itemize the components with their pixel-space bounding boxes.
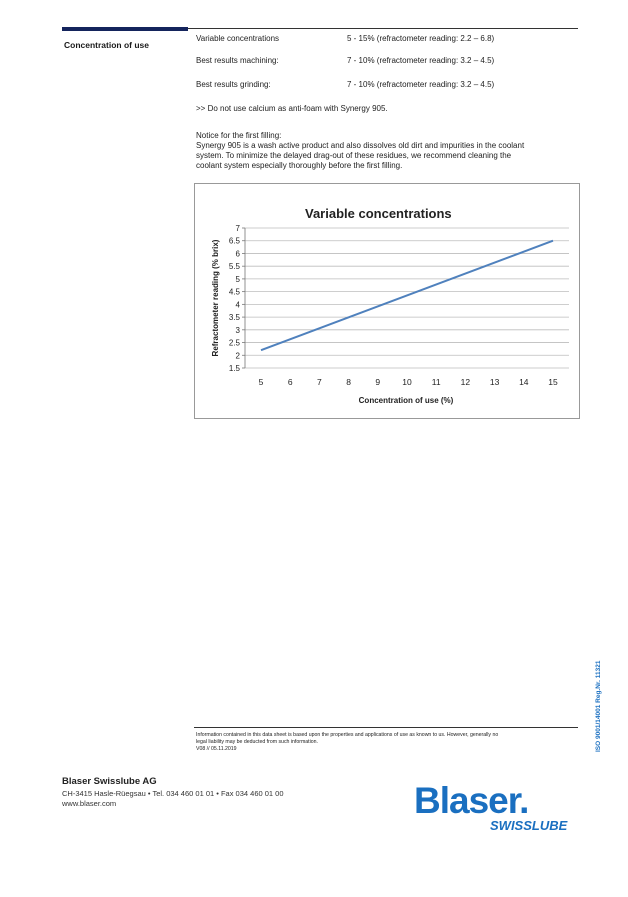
notice-title: Notice for the first filling: xyxy=(196,131,282,140)
y-tick-label: 2 xyxy=(235,351,240,361)
y-tick-label: 4 xyxy=(235,300,240,310)
x-tick-label: 11 xyxy=(431,377,441,387)
swisslube-logo: SWISSLUBE xyxy=(490,818,568,833)
x-tick-label: 15 xyxy=(548,377,558,387)
y-tick-label: 3 xyxy=(235,325,240,335)
x-axis-label: Concentration of use (%) xyxy=(358,396,454,405)
x-tick-label: 12 xyxy=(460,377,471,387)
company-name: Blaser Swisslube AG xyxy=(62,776,157,787)
disclaimer-line: legal liability may be deducted from such information. xyxy=(196,739,318,745)
x-tick-label: 14 xyxy=(519,377,529,387)
y-tick-label: 3.5 xyxy=(228,313,240,323)
version-line: V08 // 05.11.2019 xyxy=(196,746,237,752)
x-tick-label: 13 xyxy=(489,377,500,387)
x-tick-label: 9 xyxy=(375,377,381,387)
iso-certification: ISO 9001/14001 Reg.Nr. 11321 xyxy=(595,660,602,752)
notice-line: system. To minimize the delayed drag-out of these residues, we recommend cleaning the xyxy=(196,151,512,160)
row-label: Variable concentrations xyxy=(196,34,280,43)
top-accent-bar xyxy=(62,27,188,31)
warning-text: >> Do not use calcium as anti-foam with Synergy 905. xyxy=(196,104,388,113)
y-tick-label: 7 xyxy=(235,224,240,233)
disclaimer-line: Information contained in this data sheet is based upon the properties and applications of use as known to us. However, generally no xyxy=(196,732,499,738)
y-tick-label: 5.5 xyxy=(228,262,240,272)
row-value: 7 - 10% (refractometer reading: 3.2 – 4.5) xyxy=(347,80,495,89)
company-address: CH-3415 Hasle-Rüegsau • Tel. 034 460 01 01 • Fax 034 460 01 00 xyxy=(62,789,284,798)
blaser-logo: Blaser. xyxy=(414,780,529,821)
chart-title: Variable concentrations xyxy=(305,206,452,221)
notice-line: coolant system especially thoroughly before the first filling. xyxy=(196,161,403,170)
y-tick-label: 4.5 xyxy=(228,287,240,297)
row-value: 7 - 10% (refractometer reading: 3.2 – 4.5) xyxy=(347,56,495,65)
x-tick-label: 8 xyxy=(346,377,351,387)
y-tick-label: 5 xyxy=(235,274,240,284)
top-rule xyxy=(188,28,578,29)
line-chart xyxy=(195,184,579,418)
series-line xyxy=(261,241,553,350)
y-tick-label: 2.5 xyxy=(228,338,240,348)
y-tick-label: 1.5 xyxy=(228,364,240,373)
section-title: Concentration of use xyxy=(64,40,150,50)
notice-line: Synergy 905 is a wash active product and also dissolves old dirt and impurities in the coolant xyxy=(196,141,525,150)
y-axis-label: Refractometer reading (% brix) xyxy=(211,239,220,357)
company-website: www.blaser.com xyxy=(62,799,117,808)
y-tick-label: 6 xyxy=(235,249,240,259)
y-tick-label: 6.5 xyxy=(228,236,240,246)
row-label: Best results grinding: xyxy=(196,80,271,89)
chart-frame xyxy=(194,183,580,419)
x-tick-label: 7 xyxy=(317,377,322,387)
x-tick-label: 5 xyxy=(258,377,264,387)
x-tick-label: 6 xyxy=(287,377,293,387)
footer-rule xyxy=(194,727,578,728)
row-label: Best results machining: xyxy=(196,56,279,65)
x-tick-label: 10 xyxy=(402,377,412,387)
row-value: 5 - 15% (refractometer reading: 2.2 – 6.8) xyxy=(347,34,495,43)
